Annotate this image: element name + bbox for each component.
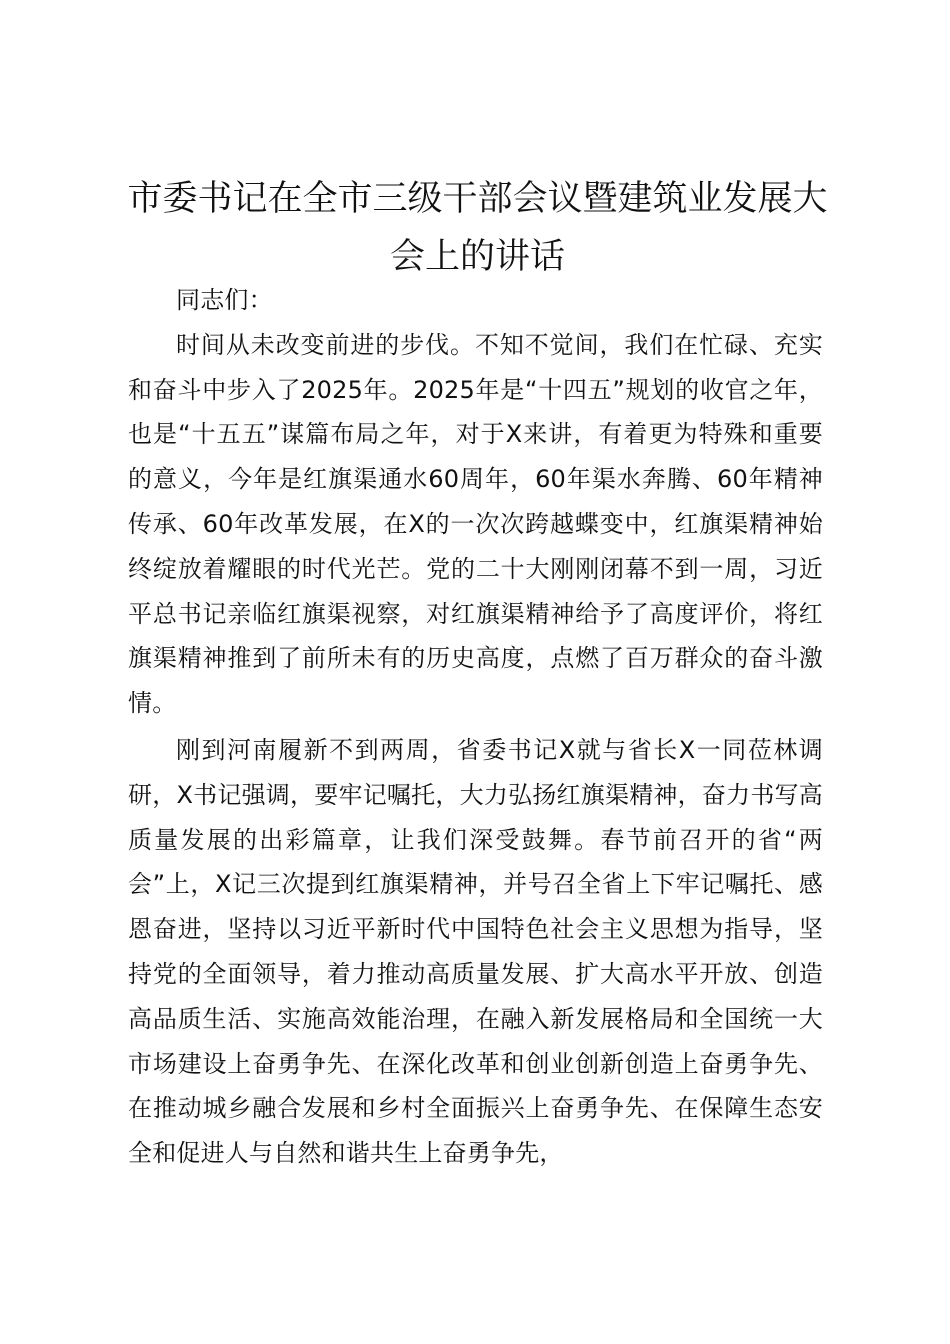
document-body: [128, 278, 823, 1176]
paragraph-2: 刚到河南履新不到两周，省委书记X就与省长X一同莅林调研，X书记强调，要牢记嘱托，大力弘扬红旗渠精神，奋力书写高质量发展的出彩篇章，让我们深受鼓舞。春节前召开的省“两会”上，X记三次提到红旗渠精神，并号召全省上下牢记嘱托、感恩奋进，坚持以习近平新时代中国特色社会主义思想为指导，坚持党的全面领导，着力推动高质量发展、扩大高水平开放、创造高品质生活、实施高效能治理，在融入新发展格局和全国统一大市场建设上奋勇争先、在深化改革和创业创新创造上奋勇争先、在推动城乡融合发展和乡村全面振兴上奋勇争先、在保障生态安全和促进人与自然和谐共生上奋勇争先，: [128, 735, 823, 1168]
salutation: 同志们：: [176, 286, 273, 314]
paragraph-1: 时间从未改变前进的步伐。不知不觉间，我们在忙碌、充实和奋斗中步入了2025年。2025年是“十四五”规划的收官之年，也是“十五五”谋篇布局之年，对于X来讲，有着更为特殊和重要的意义，今年是红旗渠通水60周年，60年渠水奔腾、60年精神传承、60年改革发展，在X的一次次跨越蝶变中，红旗渠精神始终绽放着耀眼的时代光芒。党的二十大刚刚闭幕不到一周，习近平总书记亲临红旗渠视察，对红旗渠精神给予了高度评价，将红旗渠精神推到了前所未有的历史高度，点燃了百万群众的奋斗激情。: [128, 330, 823, 718]
document-title: 市委书记在全市三级干部会议暨建筑业发展大会上的讲话: [127, 179, 828, 277]
